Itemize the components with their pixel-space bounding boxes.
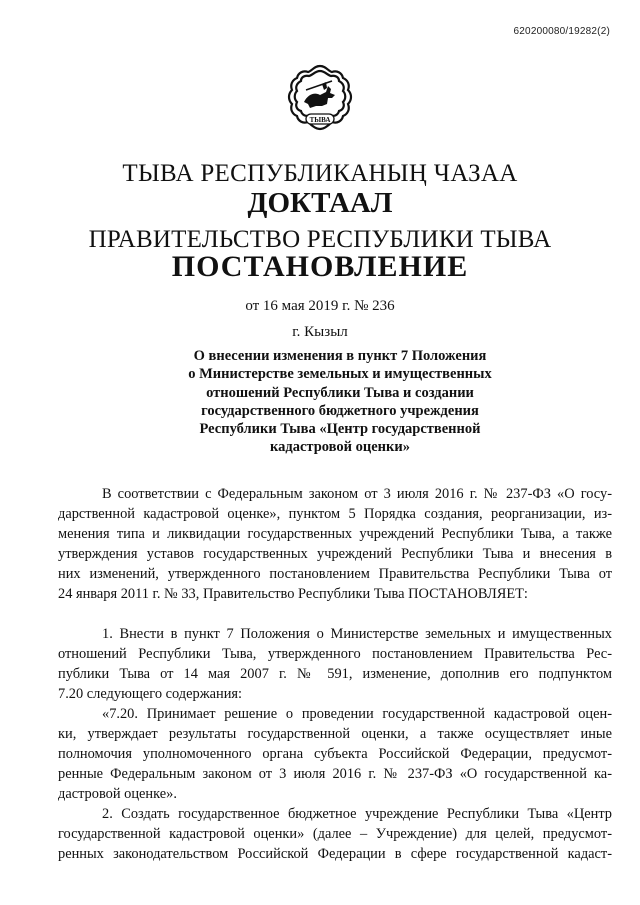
- title-line: отношений Республики Тыва и создании: [206, 384, 474, 401]
- header-postanovlenie: ПОСТАНОВЛЕНИЕ: [171, 250, 469, 283]
- body-line: них изменений, утвержденного постановлением Правительства Республики Тыва от: [58, 566, 612, 582]
- body-line: утверждения уставов государственных учреждений Республики Тыва и внесения в: [58, 546, 612, 562]
- body-line: государственной кадастровой оценки» (далее – Учреждение) для целей, предусмот-: [58, 826, 612, 842]
- document-code: 620200080/19282(2): [513, 26, 610, 37]
- subitem-7-20-paragraph: [58, 704, 612, 804]
- body-line: дарственной кадастровой оценке», пунктом 5 Порядка создания, реорганизации, из-: [58, 506, 612, 522]
- item-2-paragraph: [58, 804, 612, 864]
- title-line: о Министерстве земельных и имущественных: [188, 366, 492, 383]
- title-line: Республики Тыва «Центр государственной: [199, 421, 481, 438]
- header-tyva-government: ТЫВА РЕСПУБЛИКАНЫҢ ЧАЗАА: [122, 160, 518, 187]
- title-line: государственного бюджетного учреждения: [201, 402, 479, 419]
- body-line: менения типа и ликвидации государственных учреждений Республики Тыва, а также: [58, 526, 612, 542]
- item-1-paragraph: [58, 624, 612, 704]
- body-line: ренные Федеральным законом от 3 июля 2016 г. № 237-ФЗ «О государственной ка-: [58, 766, 612, 782]
- body-line: 24 января 2011 г. № 33, Правительство Республики Тыва ПОСТАНОВЛЯЕТ:: [58, 586, 528, 602]
- title-line: О внесении изменения в пункт 7 Положения: [193, 348, 487, 364]
- preamble-paragraph: [58, 484, 612, 604]
- body-line: В соответствии с Федеральным законом от 3 июля 2016 г. № 237-ФЗ «О госу-: [102, 486, 612, 502]
- city: г. Кызыл: [292, 324, 348, 340]
- body-line: «7.20. Принимает решение о проведении государственной кадастровой оцен-: [102, 706, 612, 722]
- document-body: [58, 484, 612, 864]
- body-line: полномочия уполномоченного органа субъекта Российской Федерации, предусмот-: [58, 746, 612, 762]
- date-number: от 16 мая 2019 г. № 236: [245, 298, 395, 314]
- body-line: публики Тыва от 14 мая 2007 г. № 591, изменение, дополнив его подпунктом: [58, 666, 612, 682]
- body-line: 7.20 следующего содержания:: [58, 686, 243, 702]
- emblem-label: ТЫВА: [309, 116, 331, 124]
- title-line: кадастровой оценки»: [270, 439, 410, 456]
- body-line: ренных законодательством Российской Федерации в сфере государственной кадаст-: [58, 846, 612, 862]
- header-government: ПРАВИТЕЛЬСТВО РЕСПУБЛИКИ ТЫВА: [88, 226, 552, 253]
- document-title: [160, 347, 520, 457]
- tyva-emblem-icon: [282, 62, 358, 138]
- header-doktaal: ДОКТААЛ: [247, 187, 393, 219]
- body-line: отношений Республики Тыва, утвержденного постановлением Правительства Рес-: [58, 646, 612, 662]
- body-line: ки, утверждает результаты государственной оценки, а также осуществляет иные: [58, 726, 612, 742]
- body-line: дастровой оценке».: [58, 786, 177, 802]
- body-line: 2. Создать государственное бюджетное учреждение Республики Тыва «Центр: [102, 806, 612, 822]
- body-line: 1. Внести в пункт 7 Положения о Министерстве земельных и имущественных: [102, 626, 612, 642]
